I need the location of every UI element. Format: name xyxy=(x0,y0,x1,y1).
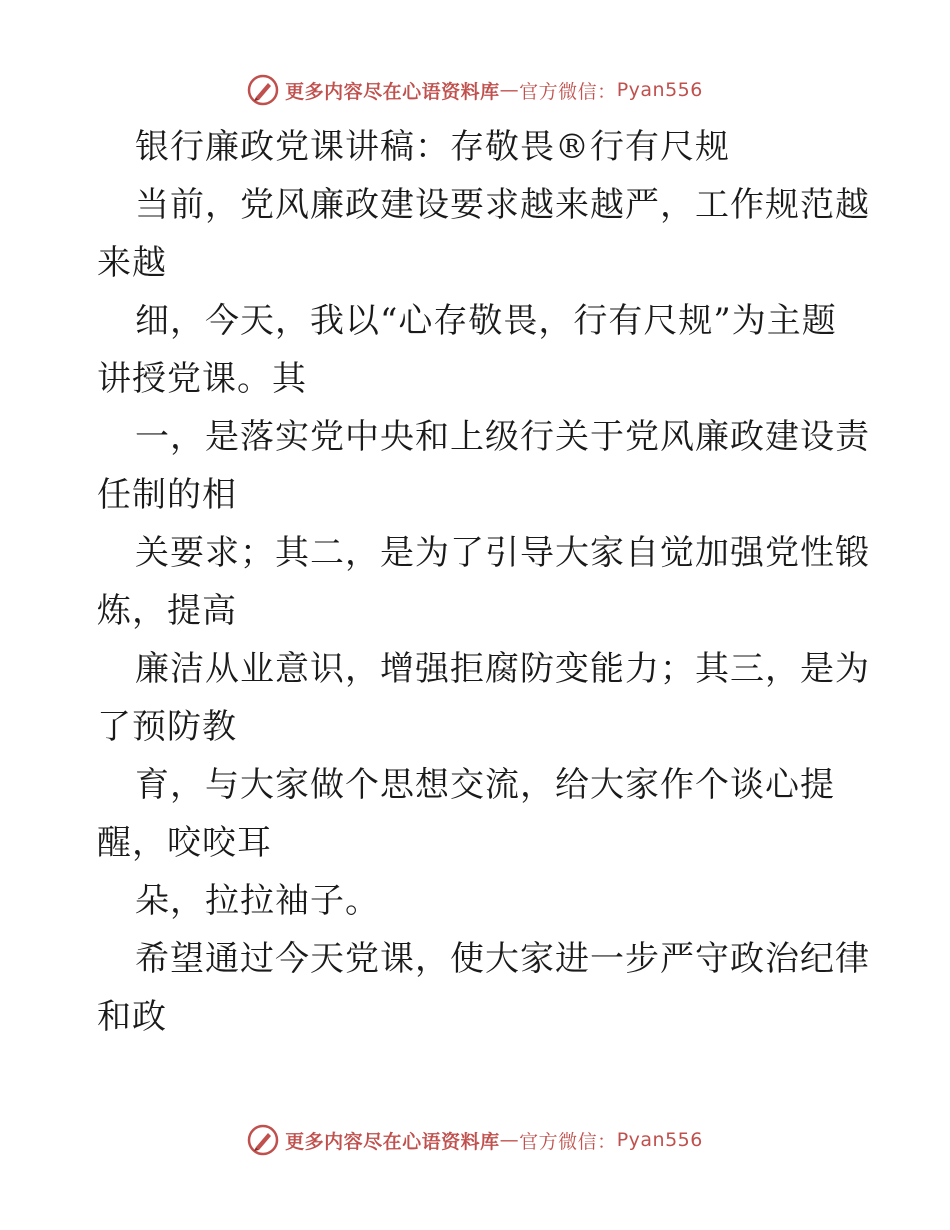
document-body xyxy=(97,118,870,1046)
watermark-separator: — xyxy=(499,1129,520,1151)
document-line: 了预防教 xyxy=(97,707,237,747)
watermark-header xyxy=(0,70,950,110)
watermark-wechat-id: Pyan556 xyxy=(616,1129,703,1151)
document-line: 一，是落实党中央和上级行关于党风廉政建设责 xyxy=(135,417,870,457)
watermark-main-text: 更多内容尽在心语资料库 xyxy=(285,1130,500,1153)
pen-logo-icon xyxy=(247,74,279,106)
watermark-separator: — xyxy=(499,79,520,101)
watermark-suffix-text: 官方微信： xyxy=(519,80,617,103)
document-line: 廉洁从业意识，增强拒腐防变能力；其三，是为 xyxy=(135,649,870,689)
document-line: 当前，党风廉政建设要求越来越严，工作规范越 xyxy=(135,185,870,225)
document-line: 关要求；其二，是为了引导大家自觉加强党性锻 xyxy=(135,533,870,573)
document-line: 来越 xyxy=(97,243,167,283)
document-line: 炼，提高 xyxy=(97,591,237,631)
document-line: 希望通过今天党课，使大家进一步严守政治纪律 xyxy=(135,939,870,979)
document-line: 细，今天，我以“心存敬畏，行有尺规”为主题 xyxy=(135,301,837,341)
watermark-footer xyxy=(0,1120,950,1160)
document-line: 醒，咬咬耳 xyxy=(97,823,272,863)
document-line: 讲授党课。其 xyxy=(97,359,307,399)
document-line: 任制的相 xyxy=(97,475,237,515)
document-line: 银行廉政党课讲稿：存敬畏®行有尺规 xyxy=(135,127,730,167)
watermark-wechat-id: Pyan556 xyxy=(616,79,703,101)
pen-logo-icon xyxy=(247,1124,279,1156)
document-line: 和政 xyxy=(97,997,167,1037)
document-line: 朵，拉拉袖子。 xyxy=(135,881,380,921)
watermark-suffix-text: 官方微信： xyxy=(519,1130,617,1153)
watermark-main-text: 更多内容尽在心语资料库 xyxy=(285,80,500,103)
document-line: 育，与大家做个思想交流，给大家作个谈心提 xyxy=(135,765,835,805)
